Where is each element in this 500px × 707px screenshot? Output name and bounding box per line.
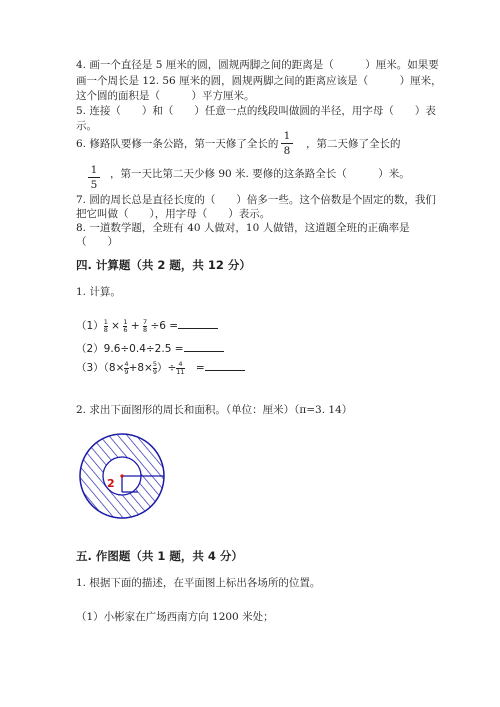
q5-line2: 示。 [76,120,97,132]
section5-title: 五. 作图题（共 1 题，共 4 分） [76,549,243,563]
calc2-expression: （2）9.6÷0.4÷2.5 = [76,343,184,355]
calc-row-2 [76,341,224,356]
fraction-denominator: 8 [142,325,148,334]
calc-row-1 [76,318,218,334]
answer-blank[interactable] [184,341,224,352]
section5-q1-label: 1. 根据下面的描述，在平面图上标出各场所的位置。 [76,577,321,589]
q4-line2: 画一个周长是 12. 56 厘米的圆，圆规两脚之间的距离应该是（ ）厘米， [76,75,442,87]
fraction-numerator: 5 [152,359,157,368]
calc3-mid: +8× [128,362,153,374]
section4-q2-label: 2. 求出下面图形的周长和面积。（单位：厘米）（π=3. 14） [76,404,353,416]
fraction-denominator: 8 [283,145,291,157]
fraction-denominator: 8 [103,325,108,334]
fraction-denominator: 9 [124,367,129,376]
q6-fraction-1-8 [281,130,293,157]
fraction-numerator: 1 [123,317,128,326]
q5-line1: 5. 连接（ ）和（ ）任意一点的线段叫做圆的半径，用字母（ ）表 [76,105,436,117]
fraction-denominator: 6 [123,325,128,334]
q8-line1: 8. 一道数学题，全班有 40 人做对，10 人做错，这道题全班的正确率是 [76,222,410,234]
calc1-tail: ÷6 = [150,320,179,332]
q6-line1-b: ，第二天修了全长的 [306,138,401,150]
q6-fraction-1-5 [88,164,100,191]
fraction-small [176,361,184,376]
q4-line3: 这个圆的面积是（ ）平方厘米。 [76,90,255,102]
fraction-numerator: 1 [90,164,98,176]
fraction-denominator: 5 [90,179,98,191]
fraction-small [123,319,127,334]
fraction-numerator: 1 [283,130,291,142]
answer-blank[interactable] [205,360,245,371]
fraction-small [143,319,147,334]
radius-label: 2 [107,477,115,490]
section5-q1-sub1: （1）小彬家在广场西南方向 1200 米处； [76,611,274,623]
fraction-numerator: 4 [176,361,184,369]
q7-line2: 把它叫做（ ），用字母（ ）表示。 [76,208,271,220]
q6-line2: ，第一天比第二天少修 90 米. 要修的这条路全长（ ）米。 [110,168,410,180]
answer-blank[interactable] [178,318,218,329]
calc3-tail: = [195,362,205,374]
center-dot [120,474,123,477]
section4-q1-label: 1. 计算。 [76,286,121,298]
calc3-close: ）÷ [156,362,177,374]
calc3-prefix: （3）（8× [76,362,125,374]
fraction-small [104,319,108,334]
section4-title: 四. 计算题（共 2 题，共 12 分） [76,258,251,272]
fraction-denominator: 11 [176,367,185,376]
q6-line1-a: 6. 修路队要修一条公路，第一天修了全长的 [76,138,279,150]
annulus-figure [78,432,166,520]
fraction-numerator: 4 [124,359,129,368]
q7-line1: 7. 圆的周长总是直径长度的（ ）倍多一些。这个倍数是个固定的数，我们 [76,194,436,206]
calc1-op2: + [130,320,140,332]
fraction-numerator: 7 [142,317,148,326]
calc1-op1: × [111,320,120,332]
calc1-prefix: （1） [76,320,104,332]
fraction-numerator: 1 [103,317,108,326]
q8-line2: （ ） [76,236,118,248]
q4-line1: 4. 画一个直径是 5 厘米的圆，圆规两脚之间的距离是（ ）厘米。如果要 [76,59,439,71]
fraction-denominator: 9 [152,367,157,376]
calc-row-3 [76,360,245,376]
